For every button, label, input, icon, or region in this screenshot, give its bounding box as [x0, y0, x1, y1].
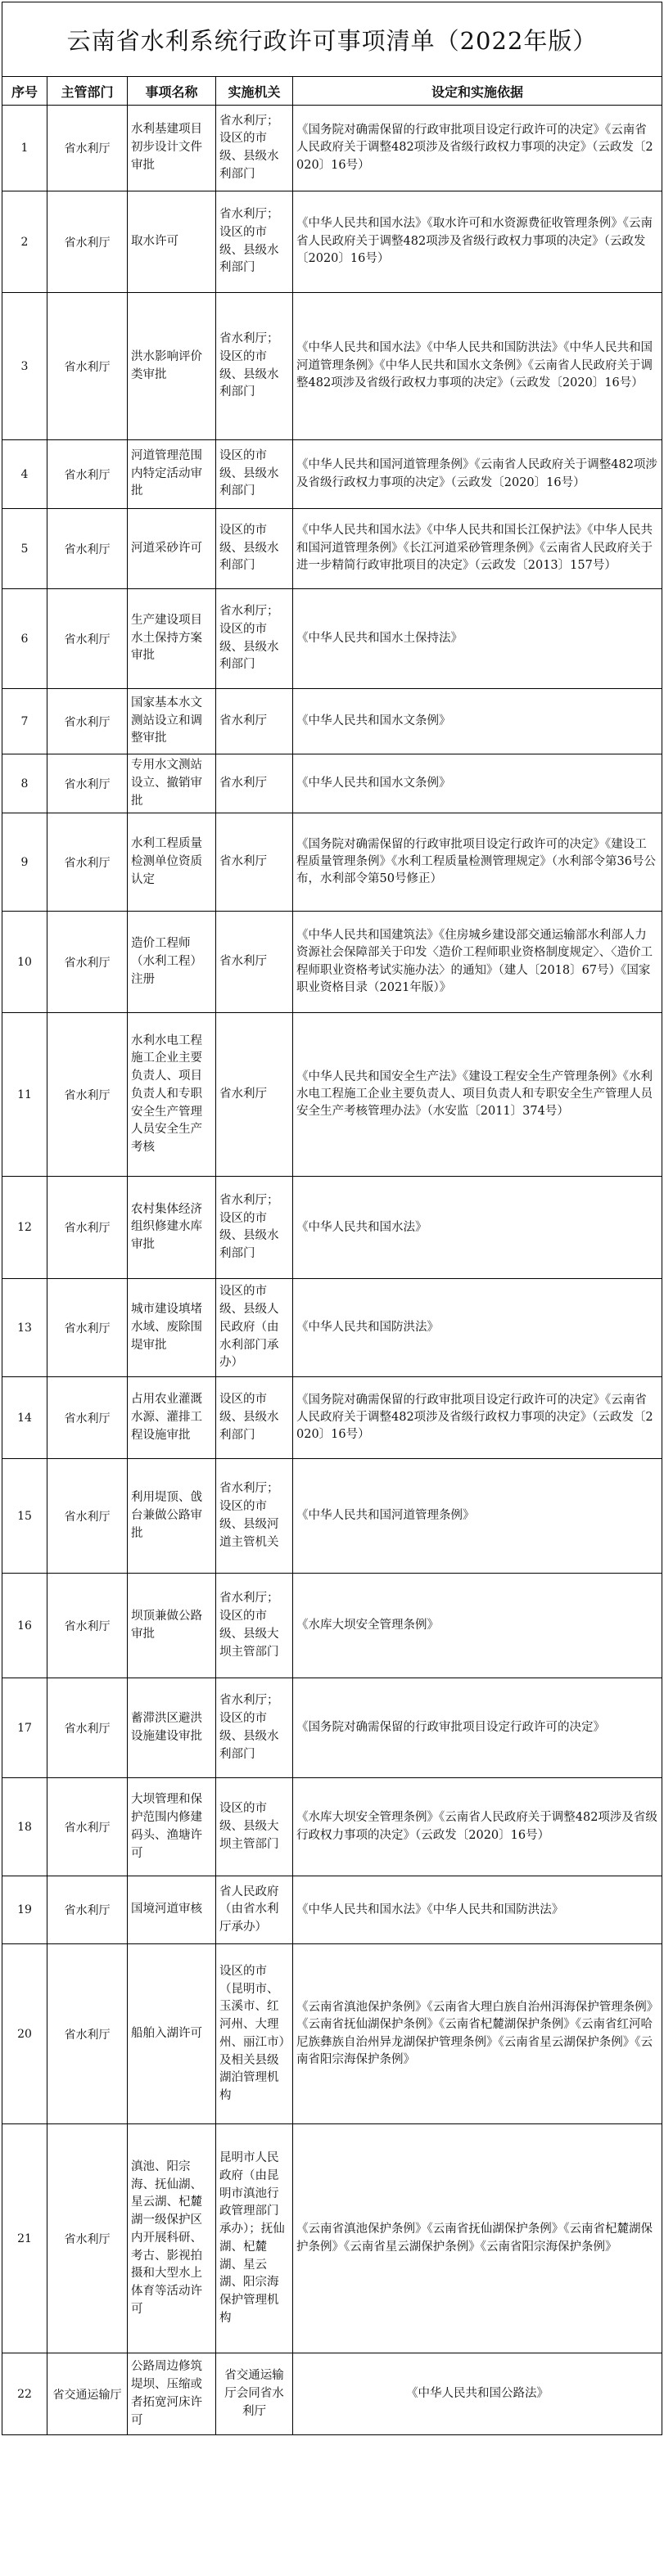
table-row [2, 689, 662, 754]
row-name: 坝顶兼做公路审批 [128, 1574, 216, 1678]
table-row [2, 754, 662, 813]
row-basis: 《中华人民共和国水法》《中华人民共和国防洪法》 [293, 1876, 662, 1944]
row-no: 20 [2, 1944, 47, 2124]
col-header-no: 序号 [2, 77, 47, 106]
table-row [2, 2124, 662, 2353]
col-header-basis: 设定和实施依据 [293, 77, 662, 106]
row-basis: 《中华人民共和国公路法》 [293, 2353, 662, 2435]
table-row [2, 1574, 662, 1678]
row-dept: 省水利厅 [47, 689, 128, 754]
table-row [2, 1377, 662, 1459]
table-row [2, 1876, 662, 1944]
table-row [2, 1279, 662, 1377]
row-org: 省水利厅；设区的市级、县级大坝主管部门 [216, 1574, 293, 1678]
row-org: 省交通运输厅会同省水利厅 [216, 2353, 293, 2435]
row-name: 占用农业灌溉水源、灌排工程设施审批 [128, 1377, 216, 1459]
row-basis: 《云南省滇池保护条例》《云南省抚仙湖保护条例》《云南省杞麓湖保护条例》《云南省星云湖保护条例》《云南省阳宗海保护条例》 [293, 2124, 662, 2353]
row-no: 19 [2, 1876, 47, 1944]
row-basis: 《中华人民共和国河道管理条例》 [293, 1459, 662, 1574]
row-basis: 《国务院对确需保留的行政审批项目设定行政许可的决定》《云南省人民政府关于调整482项涉及省级行政权力事项的决定》（云政发〔2020〕16号） [293, 1377, 662, 1459]
row-basis: 《中华人民共和国安全生产法》《建设工程安全生产管理条例》《水利水电工程施工企业主要负责人、项目负责人和专职安全生产管理人员安全生产考核管理办法》（水安监〔2011〕374号） [293, 1013, 662, 1177]
row-name: 专用水文测站设立、撤销审批 [128, 754, 216, 813]
row-dept: 省水利厅 [47, 293, 128, 440]
row-no: 4 [2, 440, 47, 509]
row-dept: 省水利厅 [47, 106, 128, 191]
row-basis: 《国务院对确需保留的行政审批项目设定行政许可的决定》《建设工程质量管理条例》《水利工程质量检测管理规定》（水利部令第36号公布，水利部令第50号修正） [293, 813, 662, 912]
row-basis: 《国务院对确需保留的行政审批项目设定行政许可的决定》 [293, 1678, 662, 1778]
row-org: 省水利厅；设区的市级、县级水利部门 [216, 1678, 293, 1778]
row-name: 取水许可 [128, 191, 216, 293]
row-name: 船舶入湖许可 [128, 1944, 216, 2124]
row-name: 河道管理范围内特定活动审批 [128, 440, 216, 509]
row-name: 水利基建项目初步设计文件审批 [128, 106, 216, 191]
row-org: 省人民政府（由省水利厅承办） [216, 1876, 293, 1944]
row-org: 设区的市级、县级水利部门 [216, 509, 293, 589]
row-no: 22 [2, 2353, 47, 2435]
row-basis: 《中华人民共和国水法》《中华人民共和国防洪法》《中华人民共和国河道管理条例》《中华人民共和国水文条例》《云南省人民政府关于调整482项涉及省级行政权力事项的决定》（云政发〔2020〕16号） [293, 293, 662, 440]
row-dept: 省水利厅 [47, 1778, 128, 1876]
row-dept: 省水利厅 [47, 1574, 128, 1678]
row-no: 9 [2, 813, 47, 912]
row-name: 蓄滞洪区避洪设施建设审批 [128, 1678, 216, 1778]
row-no: 5 [2, 509, 47, 589]
header-row [2, 77, 662, 106]
row-name: 公路周边修筑堤坝、压缩或者拓宽河床许可 [128, 2353, 216, 2435]
row-no: 1 [2, 106, 47, 191]
row-name: 农村集体经济组织修建水库审批 [128, 1177, 216, 1279]
row-dept: 省交通运输厅 [47, 2353, 128, 2435]
row-org: 省水利厅 [216, 689, 293, 754]
row-org: 省水利厅 [216, 1013, 293, 1177]
document-title: 云南省水利系统行政许可事项清单（2022年版） [2, 2, 662, 77]
col-header-dept: 主管部门 [47, 77, 128, 106]
row-org: 设区的市级、县级大坝主管部门 [216, 1778, 293, 1876]
table-row [2, 106, 662, 191]
row-no: 14 [2, 1377, 47, 1459]
row-org: 省水利厅；设区的市级、县级河道主管机关 [216, 1459, 293, 1574]
row-basis: 《水库大坝安全管理条例》 [293, 1574, 662, 1678]
row-basis: 《中华人民共和国水文条例》 [293, 754, 662, 813]
title-row [2, 2, 662, 77]
row-basis: 《水库大坝安全管理条例》《云南省人民政府关于调整482项涉及省级行政权力事项的决定》（云政发〔2020〕16号） [293, 1778, 662, 1876]
row-name: 大坝管理和保护范围内修建码头、渔塘许可 [128, 1778, 216, 1876]
table-row [2, 293, 662, 440]
col-header-name: 事项名称 [128, 77, 216, 106]
row-org: 省水利厅 [216, 912, 293, 1013]
row-dept: 省水利厅 [47, 1459, 128, 1574]
row-name: 城市建设填堵水域、废除围堤审批 [128, 1279, 216, 1377]
row-org: 省水利厅；设区的市级、县级水利部门 [216, 293, 293, 440]
row-basis: 《中华人民共和国水文条例》 [293, 689, 662, 754]
row-no: 10 [2, 912, 47, 1013]
row-no: 13 [2, 1279, 47, 1377]
row-name: 滇池、阳宗海、抚仙湖、星云湖、杞麓湖一级保护区内开展科研、考古、影视拍摄和大型水上体育等活动许可 [128, 2124, 216, 2353]
row-dept: 省水利厅 [47, 440, 128, 509]
row-dept: 省水利厅 [47, 589, 128, 689]
row-no: 16 [2, 1574, 47, 1678]
row-name: 河道采砂许可 [128, 509, 216, 589]
row-org: 设区的市（昆明市、玉溪市、红河州、大理州、丽江市）及相关县级湖泊管理机构 [216, 1944, 293, 2124]
table-row [2, 1013, 662, 1177]
row-dept: 省水利厅 [47, 912, 128, 1013]
row-name: 造价工程师（水利工程）注册 [128, 912, 216, 1013]
row-dept: 省水利厅 [47, 1013, 128, 1177]
table-row [2, 813, 662, 912]
row-no: 11 [2, 1013, 47, 1177]
table-row [2, 912, 662, 1013]
row-name: 水利工程质量检测单位资质认定 [128, 813, 216, 912]
row-dept: 省水利厅 [47, 1177, 128, 1279]
row-no: 17 [2, 1678, 47, 1778]
row-org: 省水利厅 [216, 813, 293, 912]
table-row [2, 1177, 662, 1279]
row-no: 15 [2, 1459, 47, 1574]
row-dept: 省水利厅 [47, 1876, 128, 1944]
row-dept: 省水利厅 [47, 2124, 128, 2353]
row-org: 省水利厅；设区的市级、县级水利部门 [216, 106, 293, 191]
table-row [2, 1678, 662, 1778]
row-org: 省水利厅；设区的市级、县级水利部门 [216, 589, 293, 689]
row-name: 水利水电工程施工企业主要负责人、项目负责人和专职安全生产管理人员安全生产考核 [128, 1013, 216, 1177]
row-basis: 《国务院对确需保留的行政审批项目设定行政许可的决定》《云南省人民政府关于调整482项涉及省级行政权力事项的决定》（云政发〔2020〕16号） [293, 106, 662, 191]
row-dept: 省水利厅 [47, 1377, 128, 1459]
row-org: 设区的市级、县级水利部门 [216, 1377, 293, 1459]
row-name: 国境河道审核 [128, 1876, 216, 1944]
table-row [2, 1459, 662, 1574]
row-org: 省水利厅；设区的市级、县级水利部门 [216, 1177, 293, 1279]
row-name: 洪水影响评价类审批 [128, 293, 216, 440]
row-no: 21 [2, 2124, 47, 2353]
row-basis: 《中华人民共和国水法》 [293, 1177, 662, 1279]
row-dept: 省水利厅 [47, 509, 128, 589]
table-row [2, 509, 662, 589]
row-org: 设区的市级、县级人民政府（由水利部门承办） [216, 1279, 293, 1377]
table-row [2, 1944, 662, 2124]
row-org: 省水利厅；设区的市级、县级水利部门 [216, 191, 293, 293]
row-basis: 《中华人民共和国防洪法》 [293, 1279, 662, 1377]
row-dept: 省水利厅 [47, 1279, 128, 1377]
row-name: 利用堤顶、戗台兼做公路审批 [128, 1459, 216, 1574]
row-org: 省水利厅 [216, 754, 293, 813]
row-basis: 《中华人民共和国河道管理条例》《云南省人民政府关于调整482项涉及省级行政权力事项的决定》（云政发〔2020〕16号） [293, 440, 662, 509]
row-basis: 《中华人民共和国建筑法》《住房城乡建设部交通运输部水利部人力资源社会保障部关于印发〈造价工程师职业资格制度规定〉、〈造价工程师职业资格考试实施办法〉的通知》（建人〔2018〕67号）《国家职业资格目录（2021年版）》 [293, 912, 662, 1013]
table-row [2, 589, 662, 689]
table-row [2, 191, 662, 293]
row-no: 3 [2, 293, 47, 440]
row-no: 2 [2, 191, 47, 293]
col-header-org: 实施机关 [216, 77, 293, 106]
row-no: 8 [2, 754, 47, 813]
row-no: 6 [2, 589, 47, 689]
row-no: 7 [2, 689, 47, 754]
row-name: 生产建设项目水土保持方案审批 [128, 589, 216, 689]
table-row [2, 2353, 662, 2435]
row-org: 设区的市级、县级水利部门 [216, 440, 293, 509]
table-row [2, 440, 662, 509]
row-dept: 省水利厅 [47, 813, 128, 912]
row-basis: 《中华人民共和国水土保持法》 [293, 589, 662, 689]
row-dept: 省水利厅 [47, 1678, 128, 1778]
permit-list-table [2, 2, 662, 2435]
table-row [2, 1778, 662, 1876]
row-dept: 省水利厅 [47, 754, 128, 813]
row-no: 18 [2, 1778, 47, 1876]
row-basis: 《中华人民共和国水法》《中华人民共和国长江保护法》《中华人民共和国河道管理条例》《长江河道采砂管理条例》《云南省人民政府关于进一步精简行政审批项目的决定》（云政发〔2013〕157号） [293, 509, 662, 589]
row-name: 国家基本水文测站设立和调整审批 [128, 689, 216, 754]
row-basis: 《云南省滇池保护条例》《云南省大理白族自治州洱海保护管理条例》《云南省抚仙湖保护条例》《云南省杞麓湖保护条例》《云南省红河哈尼族彝族自治州异龙湖保护管理条例》《云南省星云湖保护条例》《云南省阳宗海保护条例》 [293, 1944, 662, 2124]
row-basis: 《中华人民共和国水法》《取水许可和水资源费征收管理条例》《云南省人民政府关于调整482项涉及省级行政权力事项的决定》（云政发〔2020〕16号） [293, 191, 662, 293]
row-org: 昆明市人民政府（由昆明市滇池行政管理部门承办）；抚仙湖、杞麓湖、星云湖、阳宗海保护管理机构 [216, 2124, 293, 2353]
row-no: 12 [2, 1177, 47, 1279]
row-dept: 省水利厅 [47, 191, 128, 293]
row-dept: 省水利厅 [47, 1944, 128, 2124]
